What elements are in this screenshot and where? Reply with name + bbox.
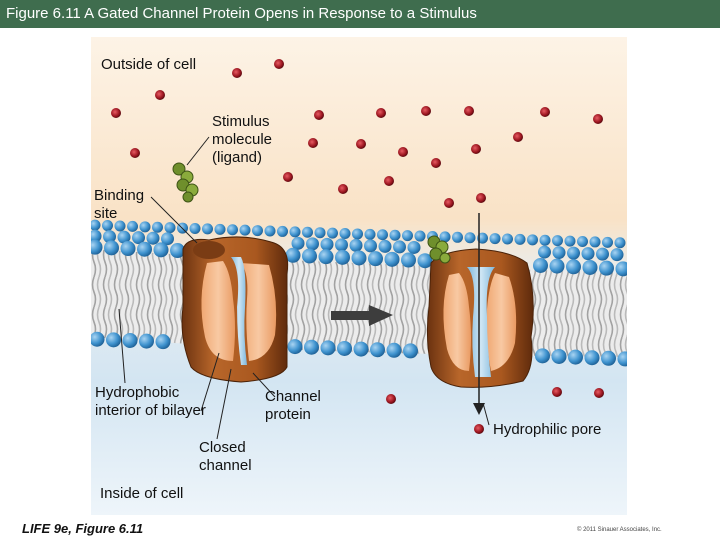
ion	[338, 184, 348, 194]
lipid-head	[321, 238, 334, 251]
ion	[308, 138, 318, 148]
lipid-head	[515, 234, 526, 245]
pore-ion-marker	[474, 424, 484, 434]
lipid-head	[154, 242, 169, 257]
lipid-head	[140, 221, 151, 232]
label-closed-1: Closed	[199, 439, 246, 456]
ion	[552, 387, 562, 397]
lipid-head	[390, 230, 401, 241]
ion	[431, 158, 441, 168]
lipid-head	[452, 232, 463, 243]
lipid-head	[165, 222, 176, 233]
lipid-head	[354, 342, 369, 357]
lipid-head	[265, 226, 276, 237]
lipid-head	[156, 334, 171, 349]
lipid-head	[502, 233, 513, 244]
title-bar	[0, 0, 720, 28]
lipid-head	[104, 240, 119, 255]
lipid-head	[415, 231, 426, 242]
lipid-head	[306, 237, 319, 250]
lipid-head	[340, 228, 351, 239]
ion	[513, 132, 523, 142]
ion	[111, 108, 121, 118]
label-hydrophobic-1: Hydrophobic	[95, 384, 180, 401]
ion	[376, 108, 386, 118]
lipid-head	[147, 232, 160, 245]
lipid-head	[527, 234, 538, 245]
lipid-head	[540, 235, 551, 246]
ion	[314, 110, 324, 120]
lipid-head	[368, 251, 383, 266]
ion	[386, 394, 396, 404]
ion	[421, 106, 431, 116]
lipid-head	[327, 228, 338, 239]
label-closed-2: channel	[199, 457, 252, 474]
lipid-head	[252, 225, 263, 236]
ion	[232, 68, 242, 78]
label-hydrophilic-pore: Hydrophilic pore	[493, 421, 602, 438]
closed-channel-protein	[182, 237, 288, 382]
lipid-head	[335, 250, 350, 265]
lipid-head	[465, 232, 476, 243]
lipid-head	[290, 226, 301, 237]
lipid-head	[115, 220, 126, 231]
lipid-head	[535, 348, 550, 363]
lipid-head	[385, 252, 400, 267]
footer-copyright: © 2011 Sinauer Associates, Inc.	[577, 527, 662, 533]
lipid-head	[352, 251, 367, 266]
lipid-head	[121, 241, 136, 256]
lipid-head	[393, 240, 406, 253]
ion	[540, 107, 550, 117]
ion	[471, 144, 481, 154]
lipid-head	[611, 248, 624, 261]
label-channel-1: Channel	[265, 388, 321, 405]
lipid-head	[408, 241, 421, 254]
lipid-head	[379, 240, 392, 253]
label-stimulus-2: molecule	[212, 131, 273, 148]
ion	[593, 114, 603, 124]
lipid-head	[567, 247, 580, 260]
lipid-head	[550, 259, 565, 274]
lipid-head	[202, 223, 213, 234]
lipid-head	[365, 229, 376, 240]
lipid-head	[321, 340, 336, 355]
lipid-head	[139, 334, 154, 349]
open-channel-protein	[427, 249, 533, 387]
lipid-head	[615, 237, 626, 248]
lipid-head	[590, 236, 601, 247]
ion	[155, 90, 165, 100]
lipid-head	[137, 242, 152, 257]
lipid-head	[552, 235, 563, 246]
lipid-head	[577, 236, 588, 247]
membrane-diagram	[91, 37, 627, 515]
lipid-head	[190, 223, 201, 234]
lipid-head	[277, 226, 288, 237]
ion	[130, 148, 140, 158]
lipid-head	[315, 227, 326, 238]
ion	[464, 106, 474, 116]
lipid-head	[215, 224, 226, 235]
lipid-head	[596, 248, 609, 261]
label-outside-of-cell: Outside of cell	[101, 56, 197, 73]
lipid-head	[552, 349, 567, 364]
lipid-head	[352, 228, 363, 239]
lipid-head	[302, 227, 313, 238]
lipid-head	[335, 238, 348, 251]
lipid-head	[585, 350, 600, 365]
lipid-head	[227, 224, 238, 235]
label-binding-1: Binding	[94, 187, 145, 204]
lipid-head	[565, 236, 576, 247]
lipid-head	[402, 230, 413, 241]
ion	[356, 139, 366, 149]
lipid-head	[123, 333, 138, 348]
lipid-head	[602, 237, 613, 248]
ion	[283, 172, 293, 182]
footer-citation: LIFE 9e, Figure 6.11	[22, 521, 144, 536]
lipid-head	[599, 261, 614, 276]
lipid-head	[304, 340, 319, 355]
lipid-head	[583, 260, 598, 275]
lipid-head	[319, 249, 334, 264]
label-inside-of-cell: Inside of cell	[100, 485, 184, 502]
label-binding-2: site	[94, 205, 118, 222]
lipid-head	[601, 351, 616, 366]
lipid-head	[403, 343, 418, 358]
ion	[444, 198, 454, 208]
lipid-head	[568, 350, 583, 365]
lipid-head	[350, 239, 363, 252]
lipid-head	[490, 233, 501, 244]
ion	[274, 59, 284, 69]
lipid-head	[288, 339, 303, 354]
lipid-head	[370, 342, 385, 357]
figure-panel	[91, 37, 627, 515]
lipid-head	[364, 239, 377, 252]
lipid-head	[566, 259, 581, 274]
lipid-head	[582, 247, 595, 260]
lipid-head	[240, 225, 251, 236]
ion	[476, 193, 486, 203]
label-hydrophobic-2: interior of bilayer	[95, 402, 206, 419]
lipid-head	[302, 248, 317, 263]
lipid-head	[538, 246, 551, 259]
label-channel-2: protein	[265, 406, 311, 423]
lipid-head	[106, 332, 121, 347]
figure-title: Figure 6.11 A Gated Channel Protein Opens in Response to a Stimulus	[6, 5, 477, 22]
ion	[594, 388, 604, 398]
ion	[384, 176, 394, 186]
lipid-head	[127, 221, 138, 232]
lipid-head	[377, 229, 388, 240]
ion	[398, 147, 408, 157]
label-stimulus-3: (ligand)	[212, 149, 263, 166]
lipid-head	[152, 222, 163, 233]
lipid-head	[533, 258, 548, 273]
label-stimulus-1: Stimulus	[212, 113, 270, 130]
lipid-head	[553, 246, 566, 259]
lipid-head	[337, 341, 352, 356]
lipid-head	[387, 343, 402, 358]
lipid-head	[401, 253, 416, 268]
